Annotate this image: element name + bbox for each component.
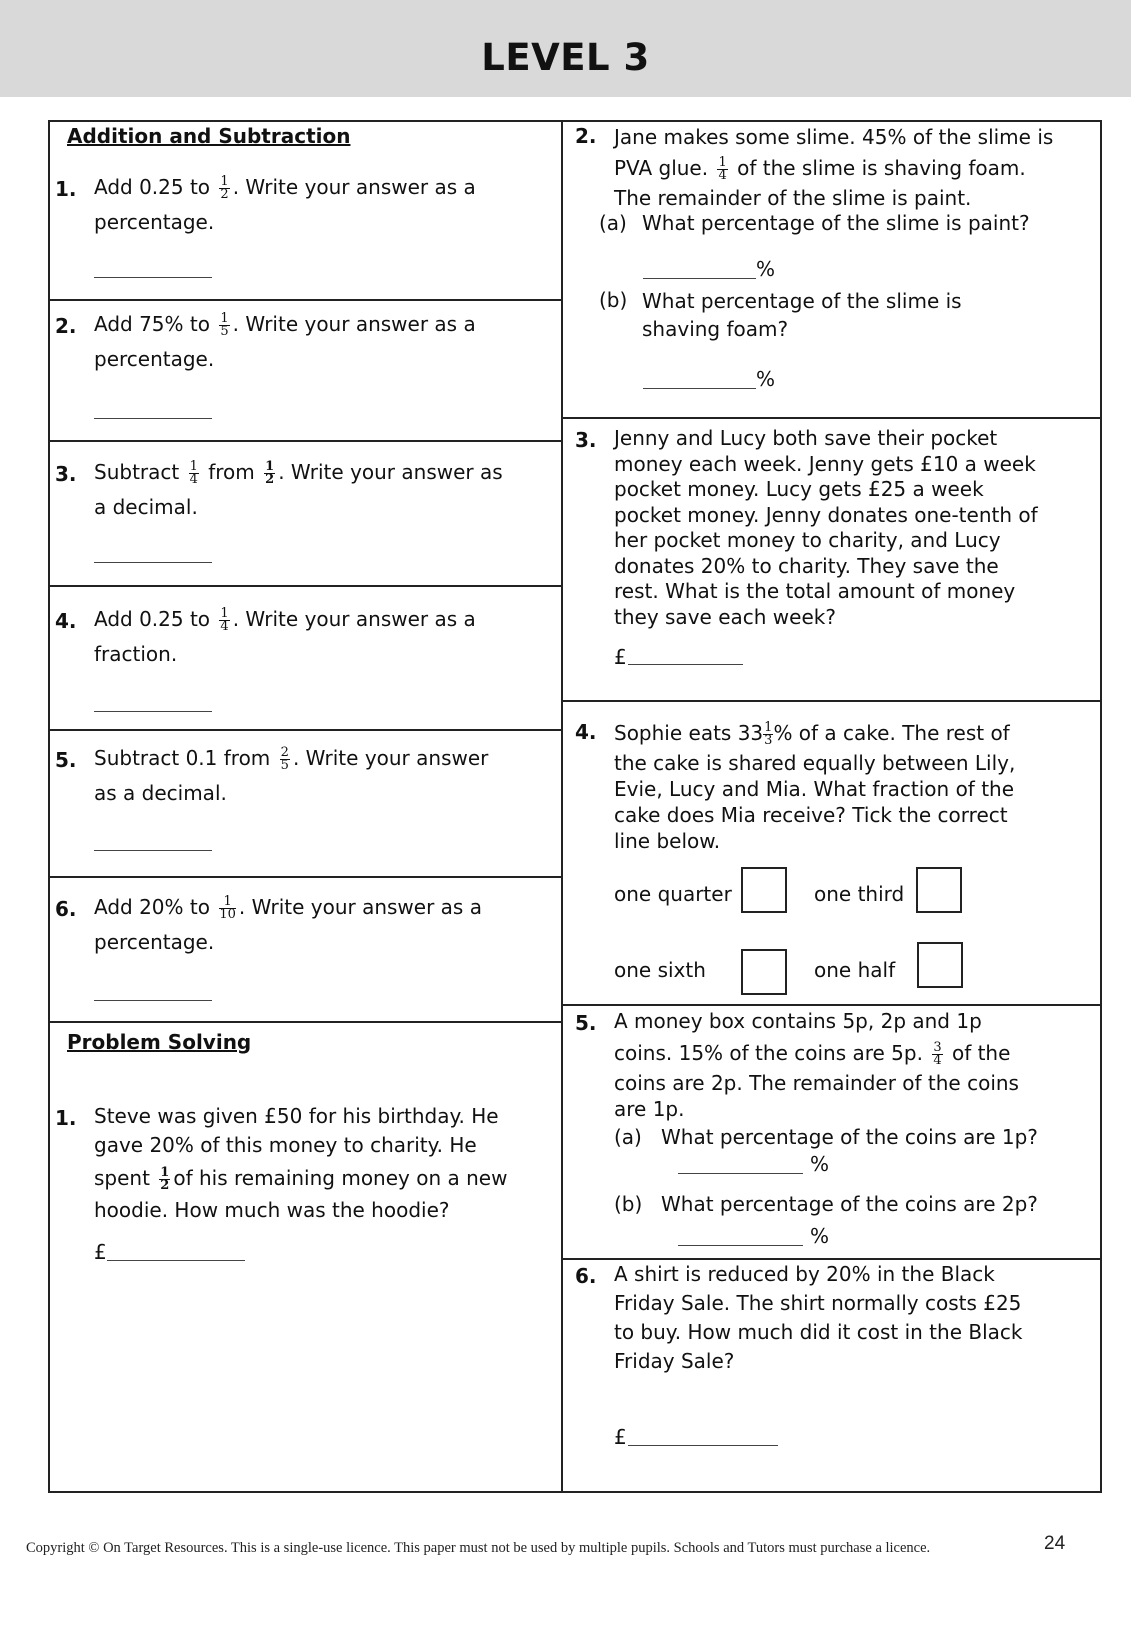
question-number: 6. xyxy=(575,1264,597,1288)
question-6-line2: percentage. xyxy=(94,930,215,954)
question-number: 4. xyxy=(55,609,77,633)
question-1-text: Add 0.25 to $\frac{1}{2}$ . Write your answer as a xyxy=(94,174,476,202)
question-number: 1. xyxy=(55,1106,77,1130)
percent-sign: % xyxy=(756,257,776,281)
option-label-one-quarter: one quarter xyxy=(614,882,732,906)
tickbox-one-third[interactable] xyxy=(916,867,962,913)
option-label-one-half: one half xyxy=(814,958,896,982)
worksheet-table xyxy=(48,120,1102,1493)
tickbox-one-sixth[interactable] xyxy=(741,949,787,995)
answer-line-q2b[interactable] xyxy=(643,388,756,389)
fraction: $\frac{1}{4}$ xyxy=(189,459,198,487)
question-1-line2: percentage. xyxy=(94,210,215,234)
row-divider xyxy=(50,729,561,731)
page-title: LEVEL 3 xyxy=(481,36,650,79)
column-divider xyxy=(561,122,563,1491)
pound-sign: £ xyxy=(614,645,627,669)
section-title-problem-solving: Problem Solving xyxy=(67,1030,252,1054)
question-number: 5. xyxy=(575,1011,597,1035)
page-number: 24 xyxy=(1044,1533,1066,1554)
row-divider xyxy=(50,585,561,587)
row-divider xyxy=(563,1004,1100,1006)
question-5-text: Subtract 0.1 from $\frac{2}{5}$ . Write your answer xyxy=(94,745,489,773)
question-number: 4. xyxy=(575,720,597,744)
question-2-text: Add 75% to $\frac{1}{5}$ . Write your answer as a xyxy=(94,311,476,339)
answer-line-q6[interactable] xyxy=(628,1445,778,1446)
pound-sign: £ xyxy=(94,1240,107,1264)
fraction: $\frac{1}{3}$ xyxy=(764,720,773,748)
problem-1-text: Steve was given £50 for his birthday. He gave 20% of this money to charity. He spent $\frac{1}{2}$ of his remaining money on a new hoodie. How much was the hoodie? xyxy=(94,1104,508,1222)
row-divider xyxy=(50,1021,561,1023)
question-4-text: Add 0.25 to $\frac{1}{4}$ . Write your answer as a xyxy=(94,606,476,634)
question-4-line2: fraction. xyxy=(94,642,178,666)
fraction: $\frac{1}{2}$ xyxy=(265,459,275,487)
row-divider xyxy=(563,417,1100,419)
percent-sign: % xyxy=(756,367,776,391)
answer-line-q5[interactable] xyxy=(94,850,212,851)
answer-line-q3[interactable] xyxy=(628,664,743,665)
answer-line-problem-1[interactable] xyxy=(107,1260,245,1261)
tickbox-one-half[interactable] xyxy=(917,942,963,988)
fraction: $\frac{1}{5}$ xyxy=(220,311,229,339)
percent-sign: % xyxy=(810,1152,830,1176)
answer-line-q2a[interactable] xyxy=(643,278,756,279)
question-3-line2: a decimal. xyxy=(94,495,198,519)
answer-line-q6[interactable] xyxy=(94,1000,212,1001)
answer-line-q1[interactable] xyxy=(94,277,212,278)
option-label-one-sixth: one sixth xyxy=(614,958,706,982)
q2-part-b-text: What percentage of the slime is shaving foam? xyxy=(642,289,962,341)
row-divider xyxy=(563,700,1100,702)
pound-sign: £ xyxy=(614,1425,627,1449)
q2-part-a-text: What percentage of the slime is paint? xyxy=(642,211,1030,235)
tickbox-one-quarter[interactable] xyxy=(741,867,787,913)
question-2-line2: percentage. xyxy=(94,347,215,371)
question-number: 6. xyxy=(55,897,77,921)
option-label-one-third: one third xyxy=(814,882,905,906)
fraction: $\frac{1}{4}$ xyxy=(220,606,229,634)
answer-line-q5b[interactable] xyxy=(678,1245,803,1246)
question-number: 2. xyxy=(575,124,597,148)
answer-line-q3[interactable] xyxy=(94,562,212,563)
q5-part-b-label: (b) xyxy=(614,1192,643,1216)
copyright-notice: Copyright © On Target Resources. This is a single-use licence. This paper must not be used by multiple pupils. Schools and Tutors must purchase a licence. xyxy=(26,1540,931,1556)
q6-stem: A shirt is reduced by 20% in the Black Friday Sale. The shirt normally costs £25 to buy. How much did it cost in the Black Friday Sale? xyxy=(614,1262,1023,1373)
q5-stem: A money box contains 5p, 2p and 1p coins. 15% of the coins are 5p. $\frac{3}{4}$ of the coins are 2p. The remainder of the coins are 1p. xyxy=(614,1009,1019,1121)
answer-line-q2[interactable] xyxy=(94,418,212,419)
answer-line-q4[interactable] xyxy=(94,711,212,712)
question-number: 3. xyxy=(55,462,77,486)
q5-part-a-label: (a) xyxy=(614,1125,642,1149)
percent-sign: % xyxy=(810,1224,830,1248)
row-divider xyxy=(50,876,561,878)
question-number: 1. xyxy=(55,177,77,201)
q2-part-a-label: (a) xyxy=(599,211,627,235)
question-number: 5. xyxy=(55,748,77,772)
question-number: 2. xyxy=(55,314,77,338)
q2-part-b-label: (b) xyxy=(599,288,628,312)
question-number: 3. xyxy=(575,428,597,452)
question-3-text: Subtract $\frac{1}{4}$ from $\frac{1}{2}$ . Write your answer as xyxy=(94,459,503,487)
fraction: $\frac{1}{2}$ xyxy=(220,174,229,202)
row-divider xyxy=(50,299,561,301)
q4-stem: Sophie eats 33 $\frac{1}{3}$ % of a cake. The rest of the cake is shared equally between Lily, Evie, Lucy and Mia. What fraction of the cake does Mia receive? Tick the correct line below. xyxy=(614,720,1016,853)
answer-line-q5a[interactable] xyxy=(678,1173,803,1174)
fraction: $\frac{2}{5}$ xyxy=(280,745,289,773)
q3-stem: Jenny and Lucy both save their pocket money each week. Jenny gets £10 a week pocket money. Lucy gets £25 a week pocket money. Jenny donates one-tenth of her pocket money to charity, and Lucy donates 20% to charity. They save the rest. What is the total amount of money they save each week? xyxy=(614,426,1038,629)
question-6-text: Add 20% to $\frac{1}{10}$ . Write your answer as a xyxy=(94,894,482,922)
question-5-line2: as a decimal. xyxy=(94,781,227,805)
fraction: $\frac{1}{10}$ xyxy=(219,894,236,922)
fraction: $\frac{1}{4}$ xyxy=(718,155,727,183)
q5-part-a-text: What percentage of the coins are 1p? xyxy=(661,1125,1038,1149)
q2-stem: Jane makes some slime. 45% of the slime is PVA glue. $\frac{1}{4}$ of the slime is shaving foam. The remainder of the slime is paint. xyxy=(614,125,1054,210)
row-divider xyxy=(50,440,561,442)
fraction: $\frac{3}{4}$ xyxy=(933,1040,942,1068)
q5-part-b-text: What percentage of the coins are 2p? xyxy=(661,1192,1038,1216)
fraction: $\frac{1}{2}$ xyxy=(160,1165,170,1193)
section-title-addition-subtraction: Addition and Subtraction xyxy=(67,124,351,148)
